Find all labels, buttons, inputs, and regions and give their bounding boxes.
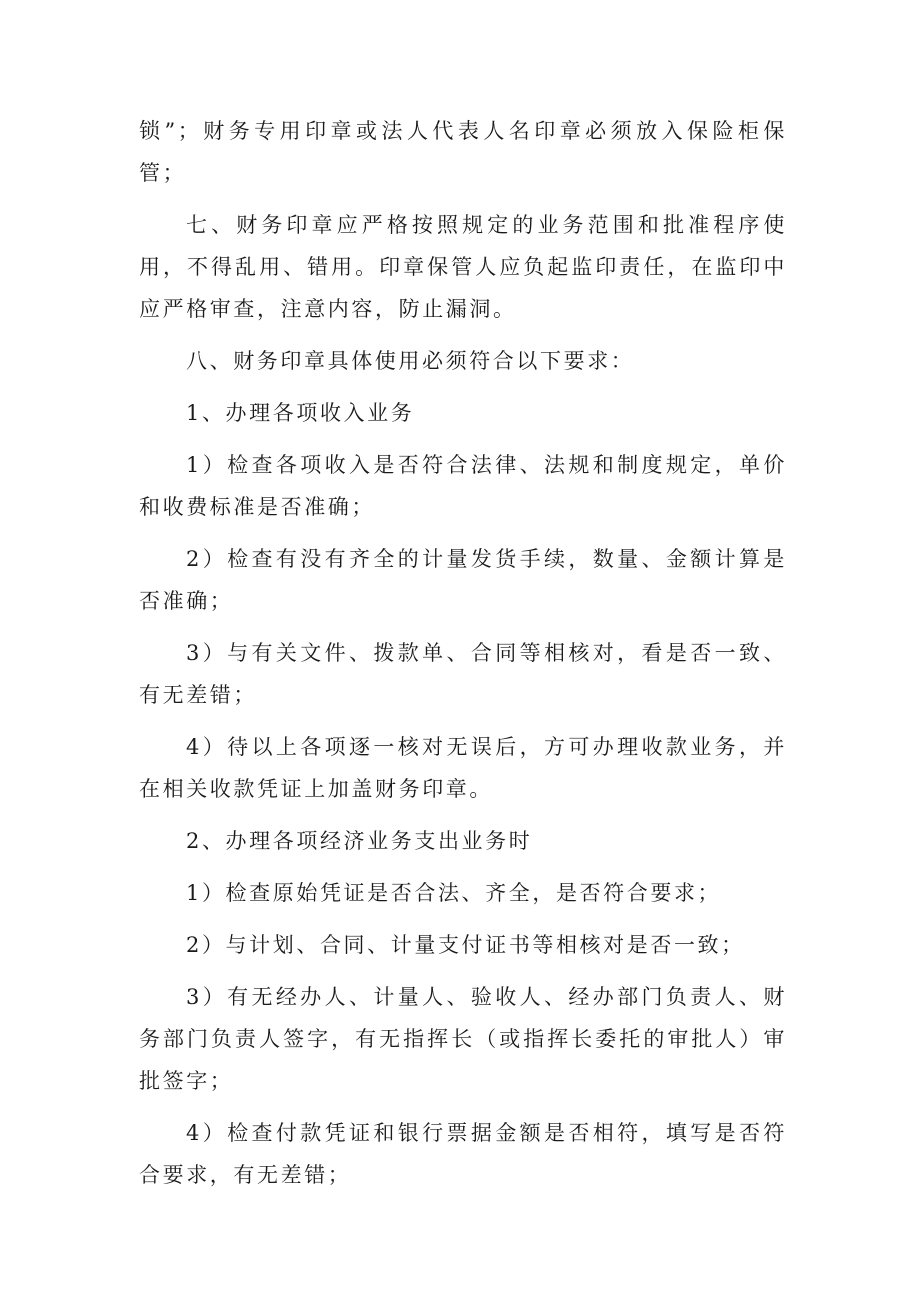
paragraph-item-2-heading: 2、办理各项经济业务支出业务时 xyxy=(186,829,533,853)
paragraph-item-1-1: 1）检查各项收入是否符合法律、法规和制度规定，单价和收费标准是否准确； xyxy=(139,453,787,519)
paragraph-item-1-3: 3）与有关文件、拨款单、合同等相核对，看是否一致、有无差错； xyxy=(139,641,787,707)
document-body xyxy=(139,110,787,1206)
paragraph-item-2-4: 4）检查付款凭证和银行票据金额是否相符，填写是否符合要求，有无差错； xyxy=(139,1121,787,1187)
paragraph-item-1-4: 4）待以上各项逐一核对无误后，方可办理收款业务，并在相关收款凭证上加盖财务印章。 xyxy=(139,735,787,801)
paragraph-item-1-heading: 1、办理各项收入业务 xyxy=(186,401,415,425)
paragraph-item-2-1: 1）检查原始凭证是否合法、齐全，是否符合要求； xyxy=(186,881,722,905)
paragraph-continuation: 锁”；财务专用印章或法人代表人名印章必须放入保险柜保管； xyxy=(139,119,787,185)
paragraph-item-2-2: 2）与计划、合同、计量支付证书等相核对是否一致； xyxy=(186,933,745,957)
paragraph-section-7: 七、财务印章应严格按照规定的业务范围和批准程序使用，不得乱用、错用。印章保管人应负起监印责任，在监印中应严格审查，注意内容，防止漏洞。 xyxy=(139,213,787,321)
paragraph-section-8: 八、财务印章具体使用必须符合以下要求： xyxy=(186,349,635,373)
paragraph-item-2-3: 3）有无经办人、计量人、验收人、经办部门负责人、财务部门负责人签字，有无指挥长（或指挥长委托的审批人）审批签字； xyxy=(139,985,787,1093)
paragraph-item-1-2: 2）检查有没有齐全的计量发货手续，数量、金额计算是否准确； xyxy=(139,547,787,613)
